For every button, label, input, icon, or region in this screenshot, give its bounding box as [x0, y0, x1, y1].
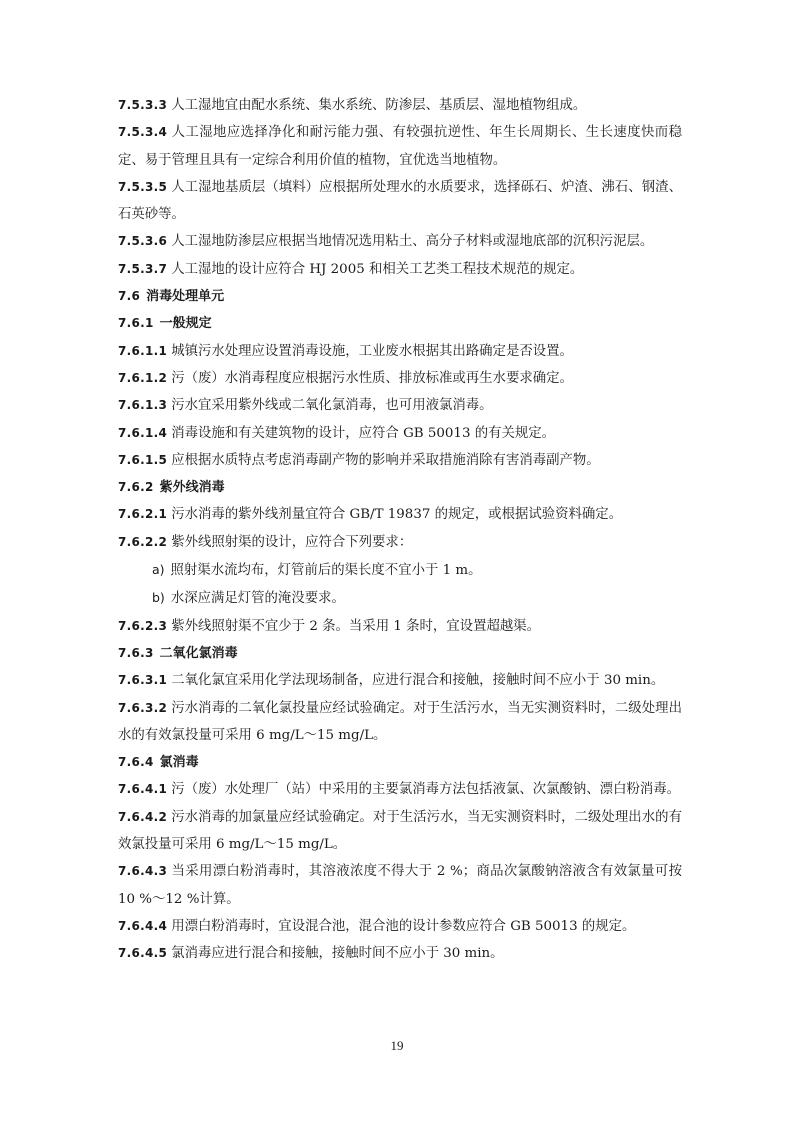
clause-number: 7.6.4.3	[118, 864, 168, 879]
clause-text: 人工湿地应选择净化和耐污能力强、有较强抗逆性、年生长周期长、生长速度快而稳定、易于管理且具有一定综合利用价值的植物，宜优选当地植物。	[118, 125, 682, 168]
clause-number: 7.6.4.2	[118, 809, 168, 824]
clause-number: 7.6.2.2	[118, 534, 168, 549]
clause-paragraph	[118, 447, 682, 474]
clause-text: 氯消毒应进行混合和接触，接触时间不应小于 30 min。	[171, 946, 504, 962]
clause-text: 城镇污水处理应设置消毒设施，工业废水根据其出路确定是否设置。	[171, 343, 573, 359]
clause-paragraph	[118, 913, 682, 940]
clause-text: 人工湿地宜由配水系统、集水系统、防渗层、基质层、湿地植物组成。	[171, 98, 587, 113]
clause-number: 7.6.3.1	[118, 673, 168, 688]
item-marker: a)	[152, 562, 165, 578]
clause-text: 消毒设施和有关建筑物的设计，应符合 GB 50013 的有关规定。	[171, 425, 556, 441]
list-item	[118, 556, 682, 584]
heading-text: 二氧化氯消毒	[159, 645, 238, 661]
heading-text: 紫外线消毒	[159, 480, 225, 496]
clause-text: 污水消毒的二氧化氯投量应经试验确定。对于生活污水，当无实测资料时，二级处理出水的有效氯投量可采用 6 mg/L～15 mg/L。	[118, 700, 682, 743]
clause-text: 水深应满足灯管的淹没要求。	[170, 591, 345, 607]
clause-number: 7.6.2.1	[118, 507, 168, 522]
clause-text: 污水消毒的加氯量应经试验确定。对于生活污水，当无实测资料时，二级处理出水的有效氯投量可采用 6 mg/L～15 mg/L。	[118, 809, 682, 853]
heading-text: 消毒处理单元	[146, 289, 225, 305]
document-body	[118, 92, 682, 968]
clause-number: 7.6.4	[118, 755, 154, 770]
clause-number: 7.6.4.1	[118, 782, 168, 797]
clause-text: 二氧化氯宜采用化学法现场制备，应进行混合和接触，接触时间不应小于 30 min。	[171, 673, 665, 689]
clause-paragraph	[118, 174, 682, 229]
clause-text: 应根据水质特点考虑消毒副产物的影响并采取措施消除有害消毒副产物。	[171, 452, 600, 468]
section-heading	[118, 474, 682, 501]
heading-text: 氯消毒	[159, 755, 199, 771]
clause-paragraph	[118, 667, 682, 694]
clause-paragraph	[118, 501, 682, 528]
clause-number: 7.6.2.3	[118, 618, 168, 633]
list-item	[118, 584, 682, 612]
clause-text: 用漂白粉消毒时，宜设混合池，混合池的设计参数应符合 GB 50013 的规定。	[171, 918, 636, 934]
section-heading	[118, 749, 682, 776]
clause-text: 人工湿地基质层（填料）应根据所处理水的水质要求，选择砾石、炉渣、沸石、钢渣、石英砂等。	[118, 179, 682, 223]
clause-paragraph	[118, 940, 682, 967]
clause-paragraph	[118, 804, 682, 859]
clause-number: 7.6.1.2	[118, 370, 168, 385]
clause-text: 紫外线照射渠的设计，应符合下列要求：	[171, 534, 413, 550]
clause-number: 7.6.1.1	[118, 343, 168, 358]
clause-paragraph	[118, 338, 682, 365]
clause-number: 7.5.3.6	[118, 234, 168, 249]
clause-text: 污水消毒的紫外线剂量宜符合 GB/T 19837 的规定，或根据试验资料确定。	[171, 507, 623, 523]
clause-text: 污水宜采用紫外线或二氧化氯消毒，也可用液氯消毒。	[171, 398, 493, 414]
clause-paragraph	[118, 613, 682, 640]
clause-number: 7.6.4.5	[118, 946, 168, 961]
clause-paragraph	[118, 858, 682, 913]
clause-paragraph	[118, 256, 682, 283]
clause-text: 人工湿地的设计应符合 HJ 2005 和相关工艺类工程技术规范的规定。	[171, 261, 584, 277]
section-heading	[118, 283, 682, 310]
clause-paragraph	[118, 92, 682, 119]
page-number: 19	[390, 1038, 404, 1053]
clause-number: 7.6.3	[118, 645, 154, 660]
clause-paragraph	[118, 776, 682, 803]
clause-paragraph	[118, 695, 682, 750]
clause-text: 照射渠水流均布，灯管前后的渠长度不宜小于 1 m。	[170, 563, 482, 579]
item-marker: b)	[152, 590, 165, 606]
clause-number: 7.6.1.5	[118, 452, 168, 467]
clause-text: 当采用漂白粉消毒时，其溶液浓度不得大于 2 %；商品次氯酸钠溶液含有效氯量可按 10 %～12 %计算。	[118, 864, 682, 907]
clause-paragraph	[118, 529, 682, 556]
clause-number: 7.6.1	[118, 316, 154, 331]
clause-number: 7.5.3.3	[118, 98, 168, 112]
clause-paragraph	[118, 119, 682, 174]
clause-text: 污（废）水处理厂（站）中采用的主要氯消毒方法包括液氯、次氯酸钠、漂白粉消毒。	[171, 782, 681, 798]
section-heading	[118, 640, 682, 667]
clause-number: 7.6.1.4	[118, 425, 168, 440]
clause-number: 7.5.3.5	[118, 179, 168, 194]
clause-text: 人工湿地防渗层应根据当地情况选用粘土、高分子材料或湿地底部的沉积污泥层。	[171, 234, 654, 250]
clause-number: 7.5.3.4	[118, 125, 168, 140]
heading-text: 一般规定	[159, 316, 212, 332]
clause-paragraph	[118, 420, 682, 447]
clause-text: 污（废）水消毒程度应根据污水性质、排放标准或再生水要求确定。	[171, 370, 573, 386]
clause-number: 7.6.2	[118, 480, 154, 495]
clause-paragraph	[118, 392, 682, 419]
clause-number: 7.6.1.3	[118, 398, 168, 413]
clause-number: 7.6	[118, 289, 141, 304]
clause-number: 7.6.4.4	[118, 918, 168, 933]
clause-text: 紫外线照射渠不宜少于 2 条。当采用 1 条时，宜设置超越渠。	[171, 618, 541, 634]
section-heading	[118, 310, 682, 337]
clause-paragraph	[118, 365, 682, 392]
clause-paragraph	[118, 228, 682, 255]
clause-number: 7.6.3.2	[118, 700, 168, 715]
clause-number: 7.5.3.7	[118, 261, 168, 276]
